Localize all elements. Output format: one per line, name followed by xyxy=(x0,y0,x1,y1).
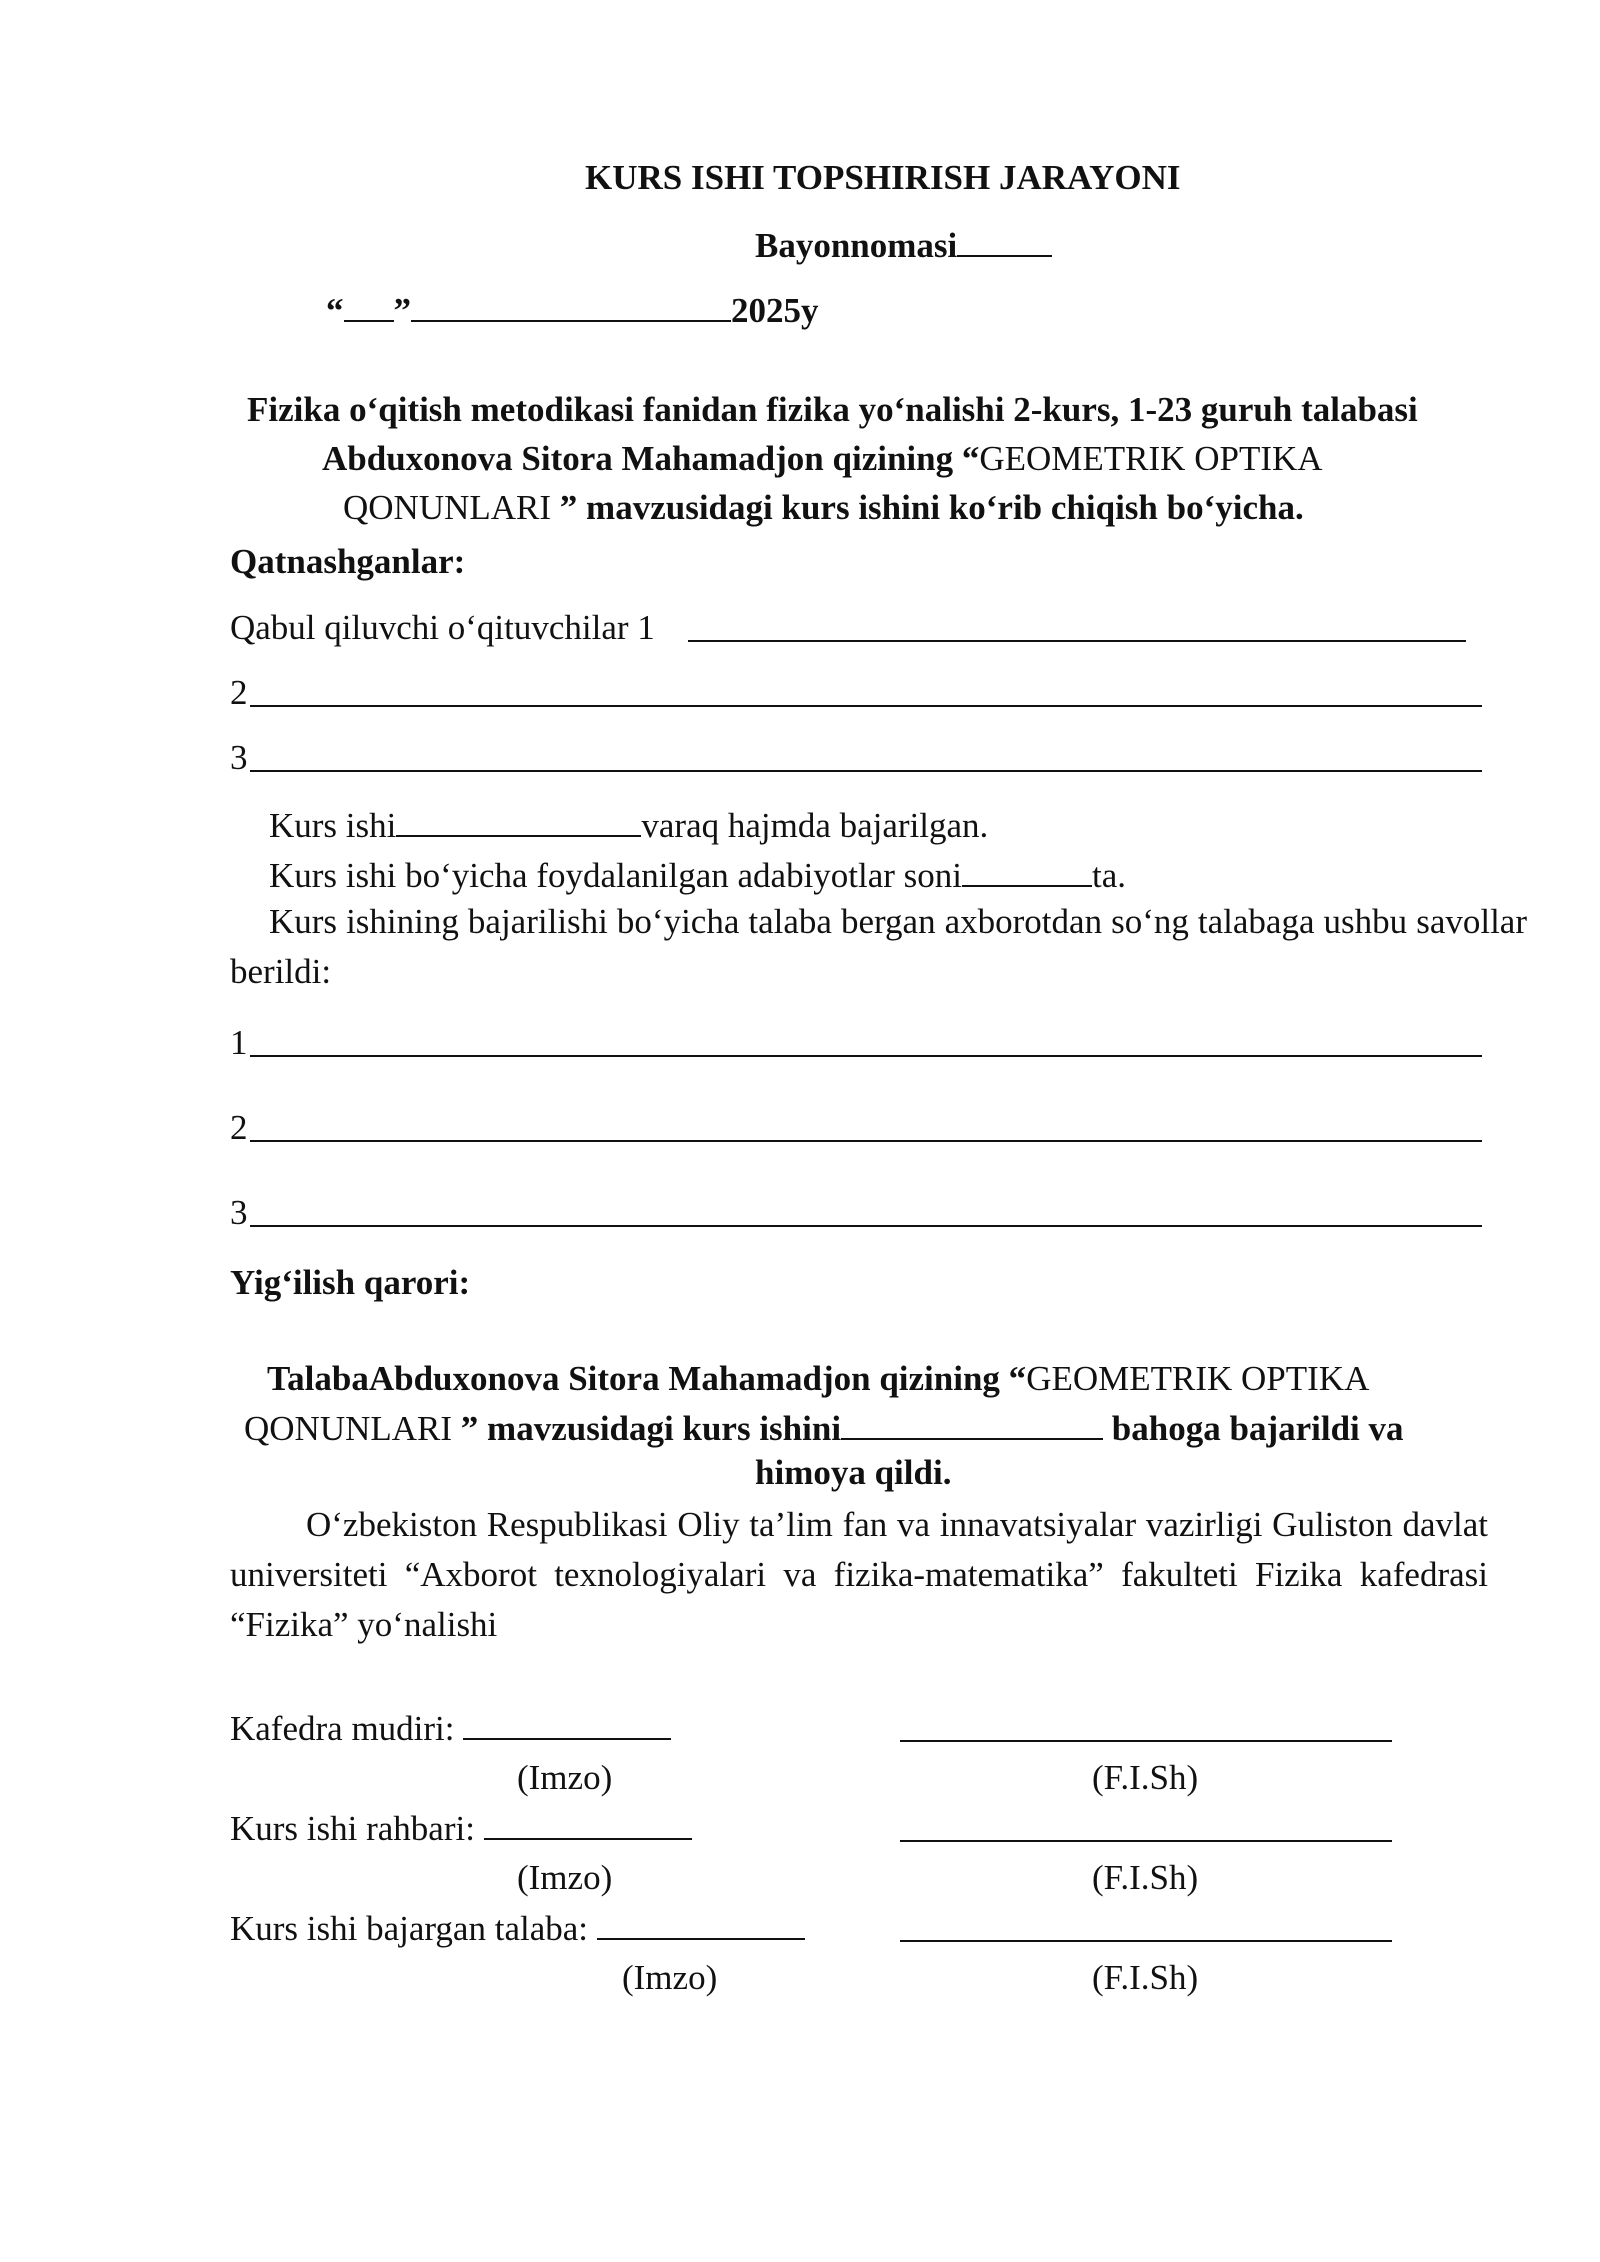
date-line xyxy=(326,290,819,328)
teacher-line-1 xyxy=(230,610,655,645)
teacher-2-number: 2 xyxy=(230,673,248,712)
teacher-line-3-number xyxy=(230,740,248,775)
decision-topic-part-1: GEOMETRIK OPTIKA xyxy=(1026,1359,1370,1398)
supervisor-signature-row xyxy=(230,1808,692,1846)
supervisor-name-caption-text: (F.I.Sh) xyxy=(1092,1858,1199,1897)
student-signature-blank[interactable] xyxy=(597,1908,805,1940)
supervisor-label: Kurs ishi rahbari: xyxy=(230,1809,475,1848)
university-paragraph xyxy=(230,1500,1488,1650)
references-label: Kurs ishi bo‘yicha foydalanilgan adabiyotlar soni xyxy=(269,856,963,895)
question-3-number-text: 3 xyxy=(230,1193,248,1232)
student-name-caption xyxy=(1092,1960,1198,1995)
document-title xyxy=(585,160,1181,195)
teacher-3-number: 3 xyxy=(230,738,248,777)
references-line xyxy=(269,855,1126,893)
question-3-blank[interactable] xyxy=(250,1225,1482,1227)
head-signature-blank[interactable] xyxy=(463,1708,671,1740)
topic-part-1: GEOMETRIK OPTIKA xyxy=(979,439,1323,478)
question-2-number xyxy=(230,1110,248,1145)
date-day-blank[interactable] xyxy=(344,290,394,322)
topic-part-2: QONUNLARI xyxy=(343,488,560,527)
question-1-number xyxy=(230,1025,248,1060)
date-month-blank[interactable] xyxy=(411,290,731,322)
decision-line-3-text: himoya qildi. xyxy=(755,1453,952,1492)
student-name-caption-text: (F.I.Sh) xyxy=(1092,1958,1199,1997)
teacher-line-2-number xyxy=(230,675,248,710)
questions-intro xyxy=(230,897,1527,997)
intro-suffix: ” mavzusidagi kurs ishini ko‘rib chiqish bo‘yicha. xyxy=(559,488,1304,527)
date-close-quote: ” xyxy=(393,291,411,330)
protocol-number-blank[interactable] xyxy=(957,225,1052,257)
questions-intro-text: Kurs ishining bajarilishi bo‘yicha talaba bergan axborotdan so‘ng talabaga ushbu savollar berildi: xyxy=(230,902,1527,991)
references-suffix: ta. xyxy=(1092,856,1127,895)
pages-suffix: varaq hajmda bajarilgan. xyxy=(641,806,989,845)
decision-line-3 xyxy=(755,1455,951,1490)
protocol-label xyxy=(755,225,1052,263)
decision-topic-part-2: QONUNLARI xyxy=(244,1409,461,1448)
teacher-1-blank[interactable] xyxy=(688,640,1466,642)
intro-line-1 xyxy=(247,392,1418,427)
teacher-3-blank[interactable] xyxy=(250,770,1482,772)
head-sign-caption-text: (Imzo) xyxy=(517,1758,613,1797)
university-paragraph-text: O‘zbekiston Respublikasi Oliy ta’lim fan va innavatsiyalar vazirligi Guliston davlat universiteti “Axborot texnologiyalari va fizika-matematika” fakulteti Fizika kafedrasi “Fizika” yo‘nalishi xyxy=(230,1505,1488,1644)
head-name-blank[interactable] xyxy=(900,1740,1392,1742)
teachers-label: Qabul qiluvchi o‘qituvchilar 1 xyxy=(230,608,655,647)
student-name-blank[interactable] xyxy=(900,1940,1392,1942)
decision-student-name: TalabaAbduxonova Sitora Mahamadjon qizining “ xyxy=(267,1359,1027,1398)
decision-topic-suffix: ” mavzusidagi kurs ishini xyxy=(460,1409,842,1448)
intro-line-3 xyxy=(343,490,1304,525)
references-count-blank[interactable] xyxy=(962,855,1092,887)
decision-heading xyxy=(230,1265,470,1300)
protocol-text: Bayonnomasi xyxy=(755,226,958,265)
student-signature-row xyxy=(230,1908,805,1946)
decision-line-2 xyxy=(244,1408,1404,1446)
date-year: 2025y xyxy=(731,291,819,330)
student-name: Abduxonova Sitora Mahamadjon qizining “ xyxy=(322,439,980,478)
student-sign-caption xyxy=(622,1960,717,1995)
pages-label: Kurs ishi xyxy=(269,806,397,845)
student-label: Kurs ishi bajargan talaba: xyxy=(230,1909,588,1948)
head-label: Kafedra mudiri: xyxy=(230,1709,455,1748)
supervisor-name-caption xyxy=(1092,1860,1198,1895)
supervisor-signature-blank[interactable] xyxy=(484,1808,692,1840)
question-2-blank[interactable] xyxy=(250,1140,1482,1142)
decision-heading-text: Yig‘ilish qarori: xyxy=(230,1263,471,1302)
intro-line-2 xyxy=(322,441,1323,476)
teacher-2-blank[interactable] xyxy=(250,705,1482,707)
decision-line-1 xyxy=(267,1361,1369,1396)
supervisor-name-blank[interactable] xyxy=(900,1840,1392,1842)
supervisor-sign-caption xyxy=(517,1860,612,1895)
question-2-number-text: 2 xyxy=(230,1108,248,1147)
date-open-quote: “ xyxy=(326,291,344,330)
student-sign-caption-text: (Imzo) xyxy=(622,1958,718,1997)
head-name-caption-text: (F.I.Sh) xyxy=(1092,1758,1199,1797)
question-1-blank[interactable] xyxy=(250,1055,1482,1057)
title-text: KURS ISHI TOPSHIRISH JARAYONI xyxy=(585,158,1181,197)
pages-line xyxy=(269,805,988,843)
supervisor-sign-caption-text: (Imzo) xyxy=(517,1858,613,1897)
head-sign-caption xyxy=(517,1760,612,1795)
pages-count-blank[interactable] xyxy=(396,805,641,837)
participants-heading-text: Qatnashganlar: xyxy=(230,542,466,581)
grade-blank[interactable] xyxy=(841,1408,1103,1440)
head-signature-row xyxy=(230,1708,671,1746)
participants-heading xyxy=(230,544,465,579)
question-1-number-text: 1 xyxy=(230,1023,248,1062)
decision-grade-suffix: bahoga bajarildi va xyxy=(1103,1409,1404,1448)
intro-line-1-text: Fizika o‘qitish metodikasi fanidan fizika yo‘nalishi 2-kurs, 1-23 guruh talabasi xyxy=(247,390,1418,429)
head-name-caption xyxy=(1092,1760,1198,1795)
question-3-number xyxy=(230,1195,248,1230)
